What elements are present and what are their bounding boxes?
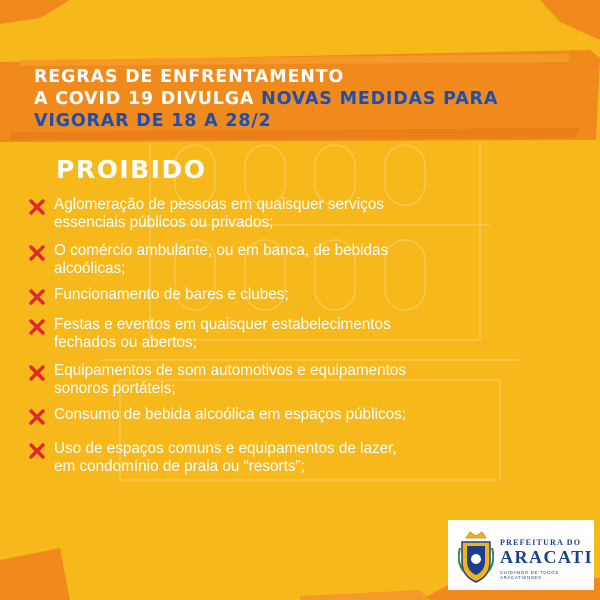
rule-text-line-1: Funcionamento de bares e clubes; — [54, 286, 289, 303]
rule-text-line-2: alcoólicas; — [54, 260, 126, 277]
section-title-proibido: PROIBIDO — [56, 155, 207, 184]
logo-city-name: ARACATI — [500, 547, 594, 567]
x-mark-icon — [28, 318, 46, 336]
logo-tagline: CUIDANDO DE TODOS ARACATIENSES — [500, 570, 559, 580]
rule-text-line-1: Equipamentos de som automotivos e equipamentos — [54, 362, 407, 379]
x-mark-icon — [28, 288, 46, 306]
rule-text-line-2: essenciais públicos ou privados; — [54, 214, 274, 231]
coat-of-arms-icon — [458, 528, 494, 584]
rule-item — [28, 242, 588, 278]
logo-prefeitura-label: PREFEITURA DO — [500, 538, 582, 547]
headline-line-2 — [34, 88, 574, 110]
rule-item — [28, 406, 588, 426]
headline-line-1: REGRAS DE ENFRENTAMENTO — [34, 67, 345, 87]
rule-text-line-1: Festas e eventos em quaisquer estabelecimentos — [54, 316, 391, 333]
x-mark-icon — [28, 442, 46, 460]
headline-line-3: VIGORAR DE 18 A 28/2 — [34, 111, 272, 131]
rule-text-line-1: Consumo de bebida alcoólica em espaços públicos; — [54, 406, 407, 423]
rule-text-line-2: sonoros portáteis; — [54, 380, 176, 397]
rule-text-line-2: fechados ou abertos; — [54, 334, 197, 351]
x-mark-icon — [28, 364, 46, 382]
x-mark-icon — [28, 198, 46, 216]
x-mark-icon — [28, 244, 46, 262]
x-mark-icon — [28, 408, 46, 426]
rule-item — [28, 440, 588, 476]
rule-item — [28, 196, 588, 232]
prefeitura-logo — [448, 520, 594, 590]
rule-item — [28, 362, 588, 398]
rule-text-line-1: Aglomeração de pessoas em quaisquer serviços — [54, 196, 384, 213]
rule-text-line-2: em condomínio de praia ou “resorts”; — [54, 458, 305, 475]
headline — [34, 66, 574, 132]
rule-item — [28, 316, 588, 352]
rule-text-line-1: Uso de espaços comuns e equipamentos de lazer, — [54, 440, 397, 457]
rule-item — [28, 286, 588, 306]
headline-line-2-white: A COVID 19 DIVULGA — [34, 89, 262, 109]
rule-text-line-1: O comércio ambulante, ou em banca, de bebidas — [54, 242, 389, 259]
headline-line-2-blue: NOVAS MEDIDAS PARA — [261, 89, 499, 109]
